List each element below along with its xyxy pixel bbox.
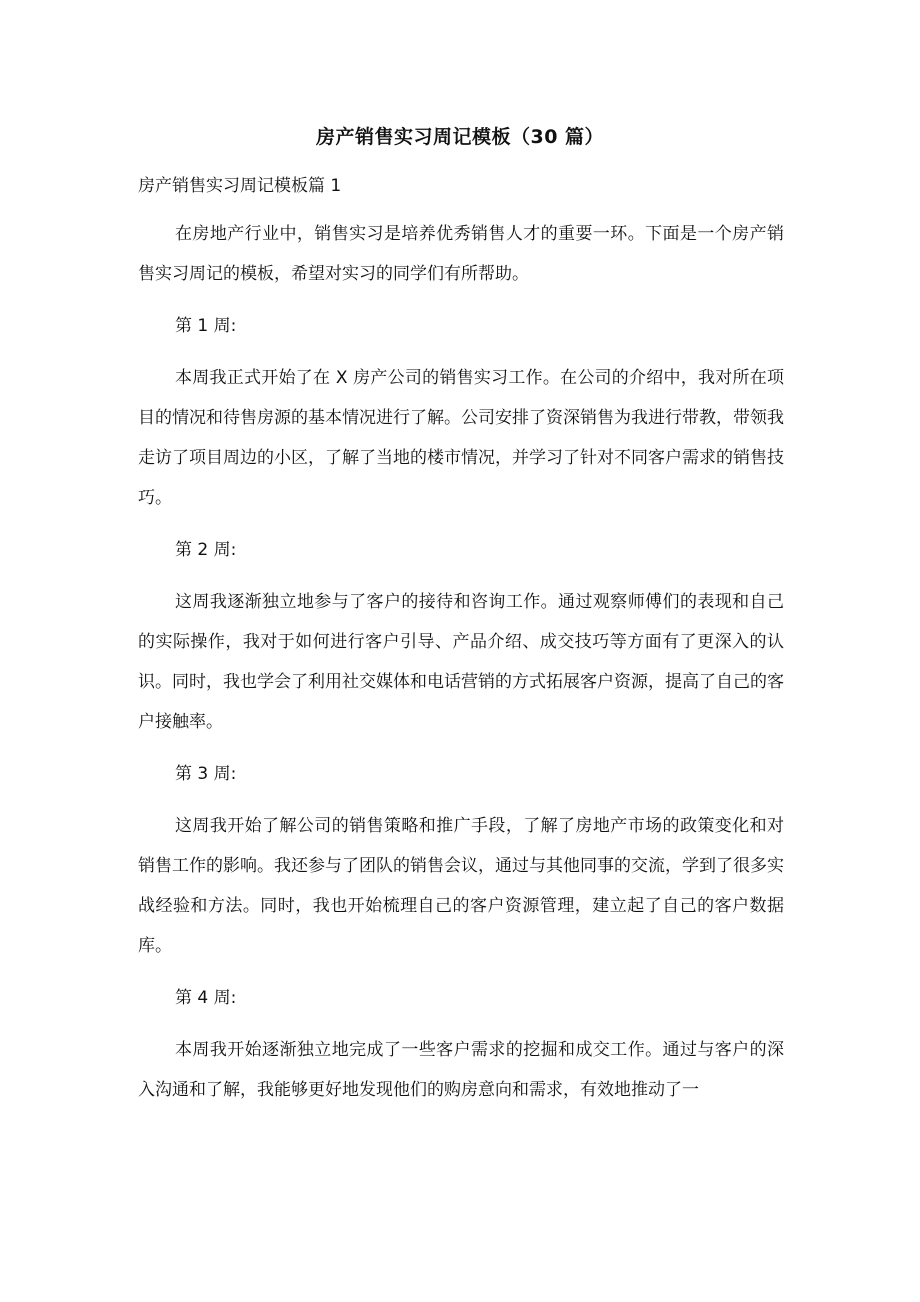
document-subtitle: 房产销售实习周记模板篇 1	[138, 176, 342, 196]
week-1-paragraph: 本周我正式开始了在 X 房产公司的销售实习工作。在公司的介绍中，我对所在项目的情况和待售房源的基本情况进行了解。公司安排了资深销售为我进行带教，带领我走访了项目周边的小区，了解了当地的楼市情况，并学习了针对不同客户需求的销售技巧。	[138, 368, 784, 508]
week-4-paragraph: 本周我开始逐渐独立地完成了一些客户需求的挖掘和成交工作。通过与客户的深入沟通和了解，我能够更好地发现他们的购房意向和需求，有效地推动了一	[138, 1040, 784, 1100]
week-2-paragraph: 这周我逐渐独立地参与了客户的接待和咨询工作。通过观察师傅们的表现和自己的实际操作，我对于如何进行客户引导、产品介绍、成交技巧等方面有了更深入的认识。同时，我也学会了利用社交媒体和电话营销的方式拓展客户资源，提高了自己的客户接触率。	[138, 592, 784, 732]
week-3-heading: 第 3 周:	[175, 764, 237, 784]
document-body	[138, 214, 784, 1122]
week-2-heading: 第 2 周:	[175, 540, 237, 560]
document-title: 房产销售实习周记模板（30 篇）	[315, 126, 605, 148]
week-1-heading: 第 1 周:	[175, 316, 237, 336]
week-4-heading: 第 4 周:	[175, 988, 237, 1008]
intro-paragraph: 在房地产行业中，销售实习是培养优秀销售人才的重要一环。下面是一个房产销售实习周记的模板，希望对实习的同学们有所帮助。	[138, 224, 784, 284]
week-3-paragraph: 这周我开始了解公司的销售策略和推广手段，了解了房地产市场的政策变化和对销售工作的影响。我还参与了团队的销售会议，通过与其他同事的交流，学到了很多实战经验和方法。同时，我也开始梳理自己的客户资源管理，建立起了自己的客户数据库。	[138, 816, 784, 956]
